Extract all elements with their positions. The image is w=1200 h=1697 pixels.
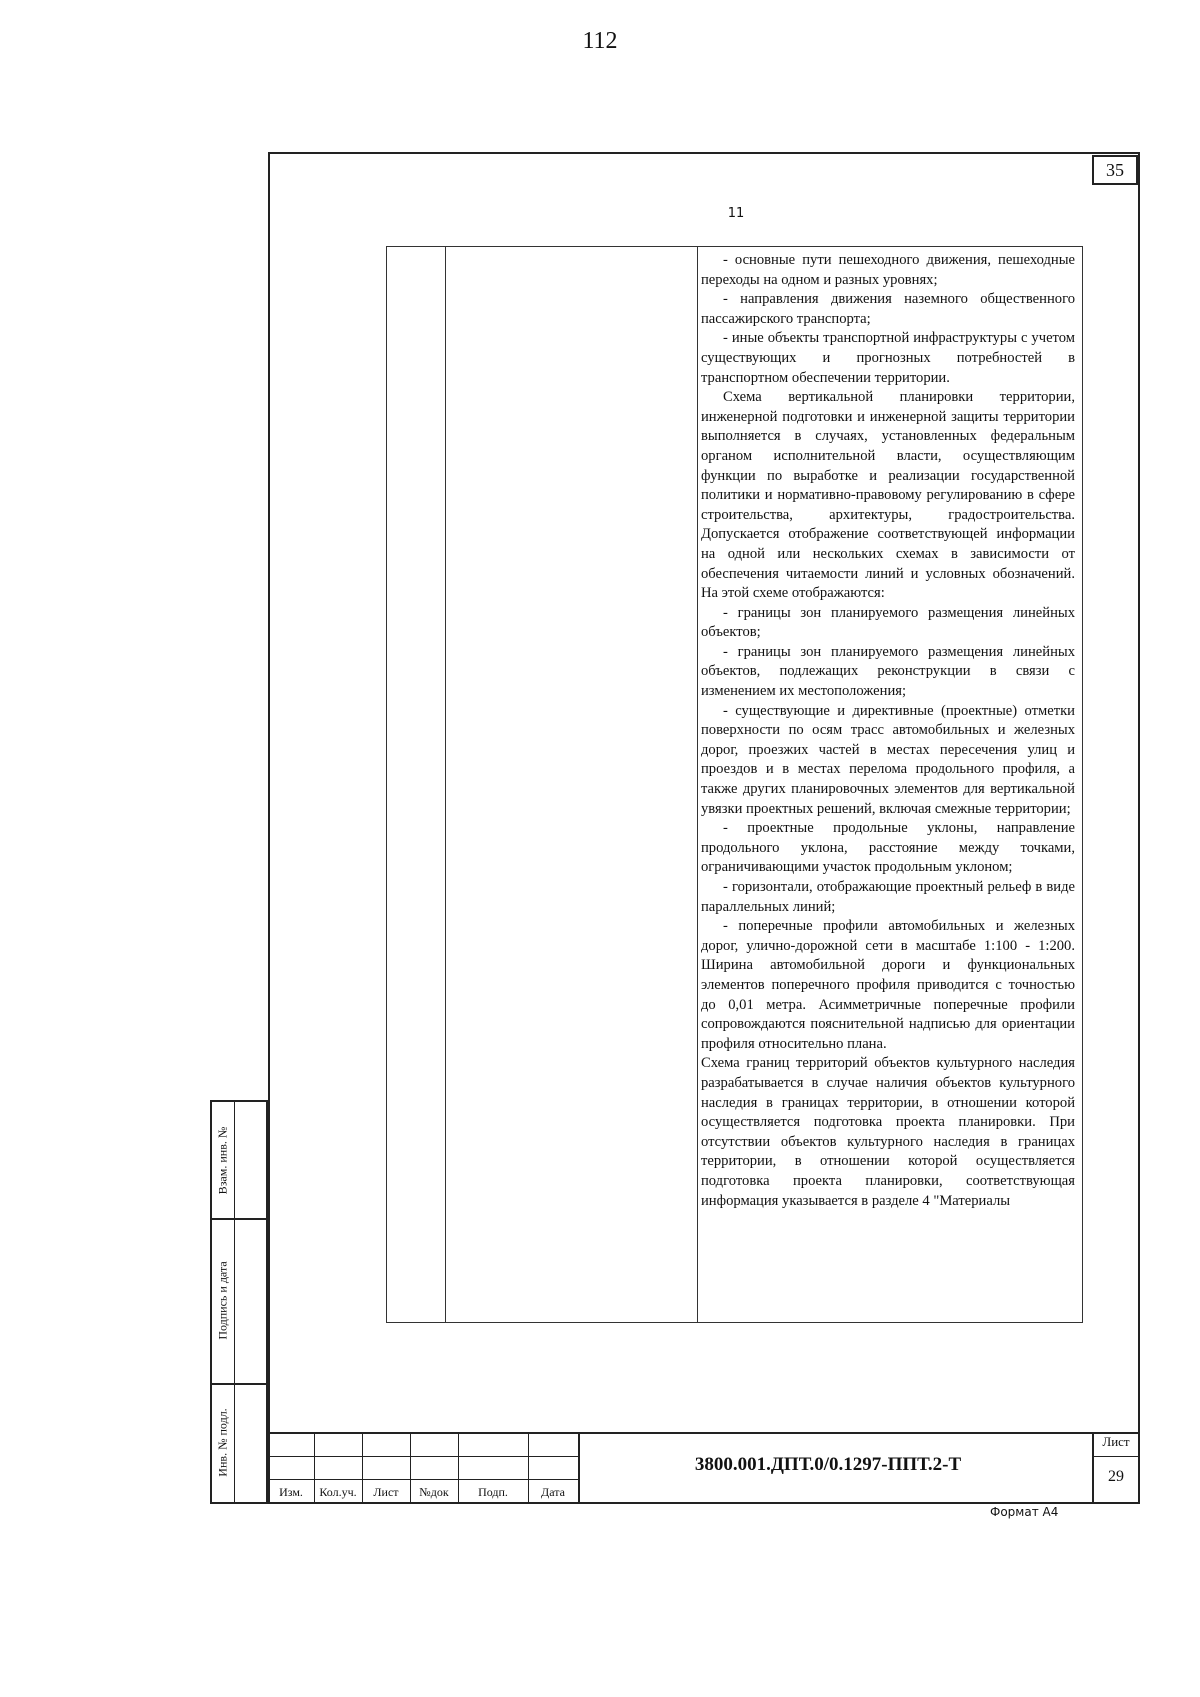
paragraph: - направления движения наземного общественного пассажирского транспорта;	[701, 291, 1075, 327]
paragraph: - горизонтали, отображающие проектный рельеф в виде параллельных линий;	[701, 879, 1075, 915]
col-kolvo-label: Кол.уч.	[319, 1485, 357, 1499]
document-code: 3800.001.ДПТ.0/0.1297-ППТ.2-Т	[694, 1454, 962, 1475]
col-ndok-label: №док	[419, 1485, 449, 1499]
table-column-divider	[445, 247, 446, 1322]
side-column-divider	[234, 1102, 235, 1502]
col-list-label: Лист	[373, 1485, 399, 1499]
col-data-label: Дата	[541, 1485, 565, 1499]
paragraph: - иные объекты транспортной инфраструктуры с учетом существующих и прогнозных потребностей в транспортном обеспечении территории.	[701, 330, 1075, 386]
table-column-divider	[697, 247, 698, 1322]
paragraph: - существующие и директивные (проектные) отметки поверхности по осям трасс автомобильных и железных дорог, проезжих частей в местах пересечения улиц и проездов и в местах перелома продольного профиля, а также других планировочных элементов для вертикальной увязки проектных решений, включая смежные территории;	[701, 702, 1075, 817]
page-number: 112	[582, 28, 618, 54]
frame-sheet-number: 35	[1092, 155, 1138, 185]
paragraph: - проектные продольные уклоны, направление продольного уклона, расстояние между точками, ограничивающими участок продольным уклоном;	[701, 820, 1075, 876]
col-izm-label: Изм.	[279, 1485, 303, 1499]
paragraph: - границы зон планируемого размещения линейных объектов;	[701, 604, 1075, 641]
sheet-label: Лист	[1102, 1434, 1130, 1449]
paragraph: - границы зон планируемого размещения линейных объектов, подлежащих реконструкции в связи с изменением их местоположения;	[701, 643, 1075, 700]
title-block-line	[1092, 1456, 1140, 1457]
side-label-vzam: Взам. инв. №	[215, 1126, 230, 1194]
title-block	[268, 1432, 1140, 1504]
side-label-inv: Инв. № подл.	[215, 1408, 230, 1477]
paragraph: Схема границ территорий объектов культурного наследия разрабатывается в случае наличия объектов культурного наследия в границах территории, в отношении которой осуществляется подготовка проекта планировки. При отсутствии объектов культурного наследия в границах территории, в отношении которой осуществляется подготовка проекта планировки, соответствующая информация указывается в разделе 4 "Материалы	[701, 1055, 1075, 1209]
sheet-number: 29	[1108, 1468, 1124, 1485]
side-label-podpis: Подпись и дата	[215, 1261, 230, 1340]
paragraph: Схема вертикальной планировки территории, инженерной подготовки и инженерной защиты территории выполняется в случаях, установленных федеральным органом исполнительной власти, осуществляющим функции по выработке и реализации государственной политики и нормативно-правовому регулированию в сфере строительства, архитектуры, градостроительства. Допускается отображение соответствующей информации на одной или нескольких схемах в зависимости от обеспечения читаемости линий и условных обозначений. На этой схеме отображаются:	[701, 389, 1075, 602]
title-block-line	[268, 1432, 1140, 1434]
paragraph: - основные пути пешеходного движения, пешеходные переходы на одном и разных уровнях;	[701, 252, 1075, 288]
body-text	[701, 251, 1075, 1318]
side-stamp-table	[210, 1100, 268, 1504]
inner-page-number: 11	[727, 206, 745, 221]
format-label: Формат А4	[990, 1505, 1059, 1519]
col-podp-label: Подп.	[478, 1485, 508, 1499]
paragraph: - поперечные профили автомобильных и железных дорог, улично-дорожной сети в масштабе 1:100 - 1:200. Ширина автомобильной дороги и функциональных элементов поперечного профиля приводится с точностью до 0,01 метра. Асимметричные поперечные профили сопровождаются пояснительной надписью для ориентации профиля относительно плана.	[701, 918, 1075, 1052]
